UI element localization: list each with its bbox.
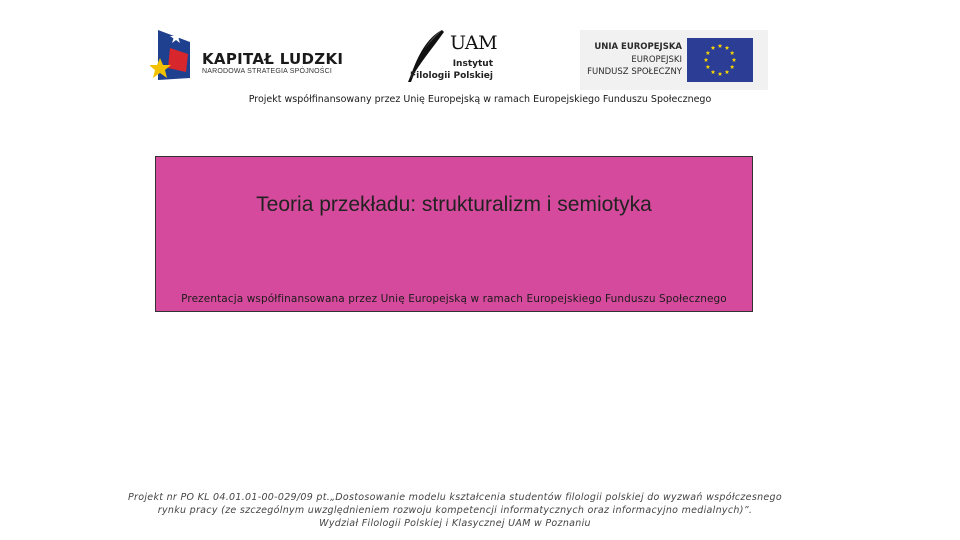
slide-title: Teoria przekładu: strukturalizm i semiotyka	[256, 193, 652, 216]
kapital-ludzki-title: KAPITAŁ LUDZKI	[202, 50, 344, 68]
uam-mark: UAM	[450, 32, 498, 54]
kapital-ludzki-subtitle: NARODOWA STRATEGIA SPÓJNOŚCI	[202, 68, 333, 75]
eu-name-line-3: FUNDUSZ SPOŁECZNY	[587, 67, 682, 77]
project-footer	[0, 491, 910, 530]
header-cofinancing-note: Projekt współfinansowany przez Unię Europejską w ramach Europejskiego Funduszu Społecznego	[248, 94, 712, 105]
institute-name-line-2: Filologii Polskiej	[410, 71, 493, 81]
institute-name-line-1: Instytut	[452, 59, 493, 69]
footer-line-3: Wydział Filologii Polskiej i Klasycznej UAM w Poznaniu	[319, 518, 591, 529]
eu-logo	[580, 30, 768, 90]
kapital-ludzki-star-emblem-icon	[150, 28, 196, 84]
footer-line-2: rynku pracy (ze szczególnym uwzględnieniem rozwoju kompetencji informatycznych oraz informacyjno medialnych)”.	[157, 505, 753, 516]
uam-institute-logo	[402, 28, 497, 84]
eu-name-line-1: UNIA EUROPEJSKA	[594, 42, 682, 52]
eu-name-line-2: EUROPEJSKI	[631, 55, 682, 65]
footer-line-1: Projekt nr PO KL 04.01.01-00-029/09 pt.„Dostosowanie modelu kształcenia studentów filologii polskiej do wyzwań współczesnego	[128, 492, 782, 503]
slide-subtitle: Prezentacja współfinansowana przez Unię Europejską w ramach Europejskiego Funduszu Społecznego	[181, 293, 727, 305]
kapital-ludzki-logo	[150, 28, 350, 84]
slide-title-box	[155, 156, 753, 312]
eu-flag-icon	[687, 38, 753, 82]
